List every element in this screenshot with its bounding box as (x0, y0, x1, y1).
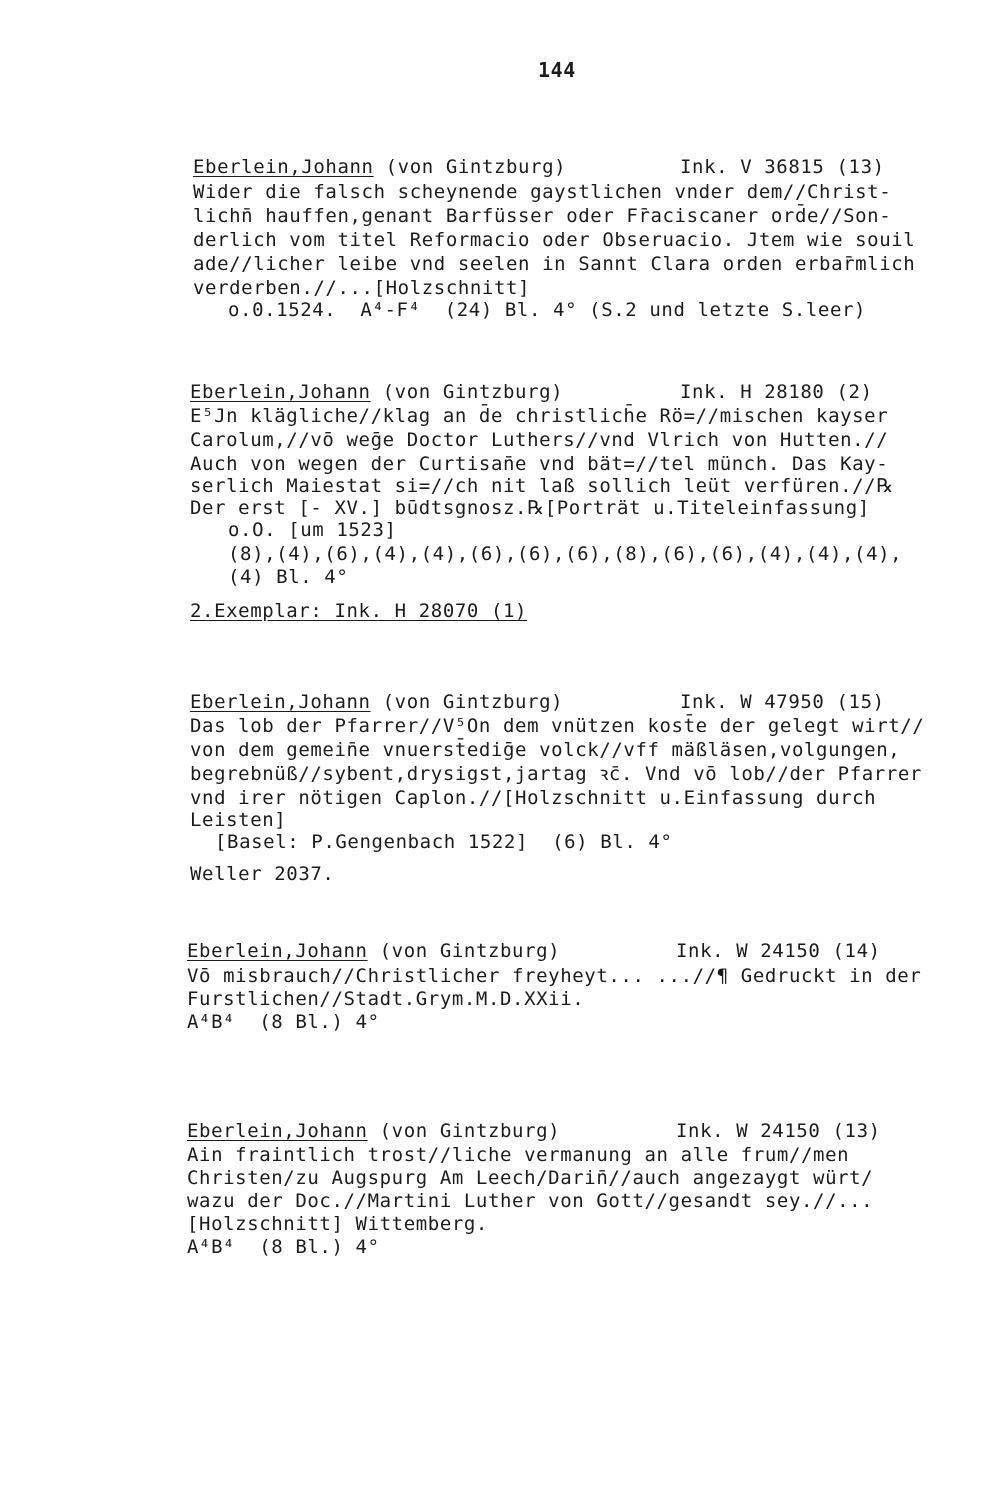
shelf-signature: Ink. V 36815 (13) (680, 156, 885, 178)
title-line: serlich Maiestat si=//ch nit laß sollich leüt verfüren.//℞ (190, 475, 894, 497)
title-line: Ain fraintlich trost//liche vermanung an alle frum//men (187, 1144, 850, 1166)
shelf-signature: Ink. W 24150 (13) (676, 1120, 881, 1142)
author-suffix: (von Gintzburg) (370, 691, 564, 713)
title-line: Das lob der Pfarrer//V⁵On dem vnützen kost̄e der gelegt wirt// (190, 715, 925, 737)
reference-line: Weller 2037. (190, 863, 335, 885)
title-line: Christen/zu Augspurg Am Leech/Darin̄//auch angezaygt würt/ (187, 1167, 874, 1189)
author-name: Eberlein,Johann (190, 381, 371, 403)
title-line: [Holzschnitt] Wittemberg. (187, 1213, 488, 1235)
author-suffix: (von Gintzburg) (373, 156, 567, 178)
author-name: Eberlein,Johann (187, 940, 368, 962)
page-number: 144 (538, 58, 576, 82)
author-suffix: (von Gintzburg) (370, 381, 564, 403)
title-line: Vō misbrauch//Christlicher freyheyt... ...//¶ Gedruckt in der (187, 965, 922, 987)
author-name: Eberlein,Johann (193, 156, 374, 178)
title-line: derlich vom titel Reformacio oder Obseruacio. Jtem wie souil (193, 229, 916, 251)
entry-heading (190, 381, 563, 403)
collation-line: (4) Bl. 4° (228, 566, 349, 588)
imprint-line: A⁴B⁴ (8 Bl.) 4° (187, 1236, 380, 1258)
imprint-line: A⁴B⁴ (8 Bl.) 4° (187, 1011, 380, 1033)
title-line: E⁵Jn klägliche//klag an d̄e christlich̄e Rö=//mischen kayser (190, 405, 889, 427)
imprint-line: o.O. [um 1523] (228, 519, 397, 541)
entry-heading (193, 156, 566, 178)
title-line: Der erst [- XV.] būdtsgnosz.℞[Porträt u.Titeleinfassung] (190, 497, 870, 519)
imprint-line: [Basel: P.Gengenbach 1522] (6) Bl. 4° (215, 831, 673, 853)
shelf-signature: Ink. H 28180 (2) (680, 381, 873, 403)
author-suffix: (von Gintzburg) (367, 1120, 561, 1142)
title-line: von dem gemein̄e vnuerst̄ediḡe volck//vff mäßläsen,volgungen, (190, 739, 901, 761)
collation-line: (8),(4),(6),(4),(4),(6),(6),(6),(8),(6),(6),(4),(4),(4), (228, 543, 903, 565)
title-line: wazu der Doc.//Martini Luther von Gott//gesandt sey.//... (187, 1190, 874, 1212)
title-line: Wider die falsch scheynende gaystlichen vnder dem//Christ- (193, 181, 892, 203)
author-name: Eberlein,Johann (190, 691, 371, 713)
title-line: Auch von wegen der Curtisan̄e vnd bät=//tel münch. Das Kay- (190, 453, 889, 475)
second-copy-note: 2.Exemplar: Ink. H 28070 (1) (190, 600, 528, 622)
title-line: begrebnüß//sybent,drysigst,jartag ꝛc̄. Vnd vō lob//der Pfarrer (190, 763, 922, 785)
title-line: vnd irer nötigen Caplon.//[Holzschnitt u.Einfassung durch (190, 787, 877, 809)
shelf-signature: Ink. W 47950 (15) (680, 691, 885, 713)
entry-heading (190, 691, 563, 713)
shelf-signature: Ink. W 24150 (14) (676, 940, 881, 962)
author-suffix: (von Gintzburg) (367, 940, 561, 962)
author-name: Eberlein,Johann (187, 1120, 368, 1142)
entry-heading (187, 940, 560, 962)
title-line: ade//licher leibe vnd seelen in Sannt Clara orden erbar̄mlich (193, 253, 916, 275)
imprint-line: o.0.1524. A⁴-F⁴ (24) Bl. 4° (S.2 und letzte S.leer) (228, 299, 867, 321)
title-line: lichn̄ hauffen,genant Barfüsser oder Fr̄aciscaner ord̄e//Son- (193, 205, 892, 227)
title-line: verderben.//...[Holzschnitt] (193, 277, 531, 299)
title-line: Leisten] (190, 809, 287, 831)
title-line: Furstlichen//Stadt.Grym.M.D.XXii. (187, 988, 585, 1010)
entry-heading (187, 1120, 560, 1142)
title-line: Carolum,//vō weḡe Doctor Luthers//vnd Vlrich von Hutten.// (190, 429, 889, 451)
